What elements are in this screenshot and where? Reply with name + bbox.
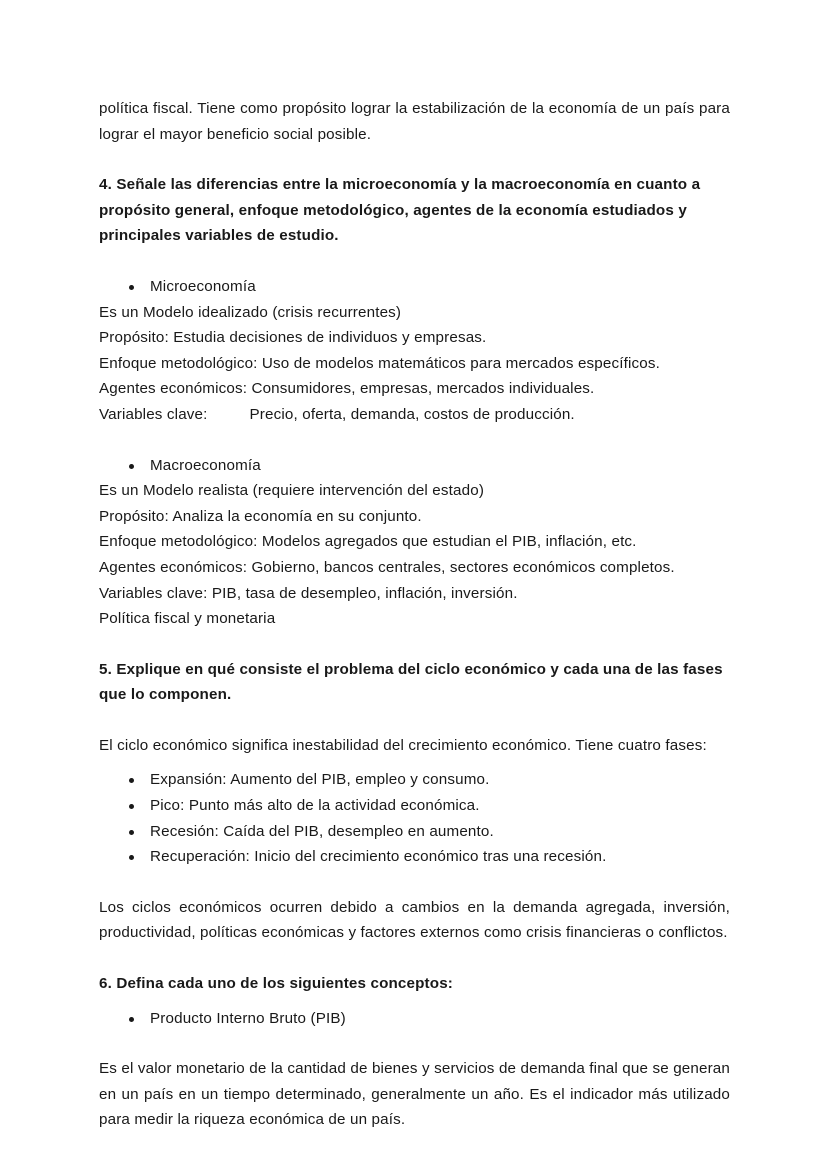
list-item xyxy=(99,819,730,845)
spacer xyxy=(99,758,730,767)
bullet-icon xyxy=(129,1017,134,1022)
ciclo-causas-paragraph: Los ciclos económicos ocurren debido a cambios en la demanda agregada, inversión, productividad, políticas económicas y factores externos como crisis financieras o conflictos. xyxy=(99,898,730,942)
macroeconomia-line-5: Variables clave: PIB, tasa de desempleo, inflación, inversión. xyxy=(99,584,518,602)
macroeconomia-line-2: Propósito: Analiza la economía en su conjunto. xyxy=(99,507,422,525)
fase-label: Pico: Punto más alto de la actividad económica. xyxy=(150,797,480,815)
spacer xyxy=(99,870,730,895)
ciclo-intro-paragraph: El ciclo económico significa inestabilidad del crecimiento económico. Tiene cuatro fases: xyxy=(99,736,707,754)
intro-paragraph: política fiscal. Tiene como propósito lograr la estabilización de la economía de un país para lograr el mayor beneficio social posible. xyxy=(99,100,730,143)
microeconomia-label: Microeconomía xyxy=(150,277,256,295)
bullet-icon xyxy=(129,778,134,783)
spacer xyxy=(99,946,730,971)
document-content xyxy=(99,96,730,1133)
spacer xyxy=(99,428,730,453)
question-4-heading: 4. Señale las diferencias entre la microeconomía y la macroeconomía en cuanto a propósito general, enfoque metodológico, agentes de la economía estudiados y principales variables de estudio. xyxy=(99,176,701,245)
bullet-icon xyxy=(129,285,134,290)
list-item xyxy=(99,274,730,300)
list-item xyxy=(99,767,730,793)
spacer xyxy=(99,708,730,733)
spacer xyxy=(99,147,730,172)
microeconomia-line-1: Es un Modelo idealizado (crisis recurrentes) xyxy=(99,303,402,321)
microeconomia-details xyxy=(99,300,730,428)
bullet-icon xyxy=(129,855,134,860)
microeconomia-line-4: Agentes económicos: Consumidores, empresas, mercados individuales. xyxy=(99,380,595,398)
microeconomia-variables-value: Precio, oferta, demanda, costos de producción. xyxy=(249,405,575,423)
macroeconomia-line-6: Política fiscal y monetaria xyxy=(99,610,276,628)
pib-definition-paragraph: Es el valor monetario de la cantidad de bienes y servicios de demanda final que se generan en un país en un tiempo determinado, generalmente un año. Es el indicador más utilizado para medir la riqueza económica de un país. xyxy=(99,1060,730,1129)
microeconomia-bullet-list xyxy=(99,274,730,300)
list-item xyxy=(99,453,730,479)
microeconomia-line-3: Enfoque metodológico: Uso de modelos matemáticos para mercados específicos. xyxy=(99,354,660,372)
list-item xyxy=(99,1006,730,1032)
fase-label: Expansión: Aumento del PIB, empleo y consumo. xyxy=(150,771,490,789)
macroeconomia-label: Macroeconomía xyxy=(150,456,261,474)
pib-label: Producto Interno Bruto (PIB) xyxy=(150,1009,346,1027)
microeconomia-variables-label: Variables clave: xyxy=(99,405,208,423)
fase-label: Recesión: Caída del PIB, desempleo en aumento. xyxy=(150,822,494,840)
bullet-icon xyxy=(129,804,134,809)
spacer xyxy=(99,997,730,1006)
microeconomia-variables-line xyxy=(99,402,730,428)
macroeconomia-bullet-list xyxy=(99,453,730,479)
bullet-icon xyxy=(129,830,134,835)
conceptos-bullet-list xyxy=(99,1006,730,1032)
question-6-heading: 6. Defina cada uno de los siguientes conceptos: xyxy=(99,975,454,993)
bullet-icon xyxy=(129,464,134,469)
question-5-heading: 5. Explique en qué consiste el problema del ciclo económico y cada una de las fases que lo componen. xyxy=(99,660,723,704)
fases-bullet-list xyxy=(99,767,730,869)
microeconomia-line-2: Propósito: Estudia decisiones de individuos y empresas. xyxy=(99,329,487,347)
spacer xyxy=(99,632,730,657)
fase-label: Recuperación: Inicio del crecimiento económico tras una recesión. xyxy=(150,848,607,866)
macroeconomia-line-1: Es un Modelo realista (requiere intervención del estado) xyxy=(99,482,485,500)
macroeconomia-details xyxy=(99,478,730,632)
macroeconomia-line-3: Enfoque metodológico: Modelos agregados que estudian el PIB, inflación, etc. xyxy=(99,533,637,551)
list-item xyxy=(99,844,730,870)
list-item xyxy=(99,793,730,819)
spacer xyxy=(99,249,730,274)
macroeconomia-line-4: Agentes económicos: Gobierno, bancos centrales, sectores económicos completos. xyxy=(99,558,675,576)
spacer xyxy=(99,1031,730,1056)
